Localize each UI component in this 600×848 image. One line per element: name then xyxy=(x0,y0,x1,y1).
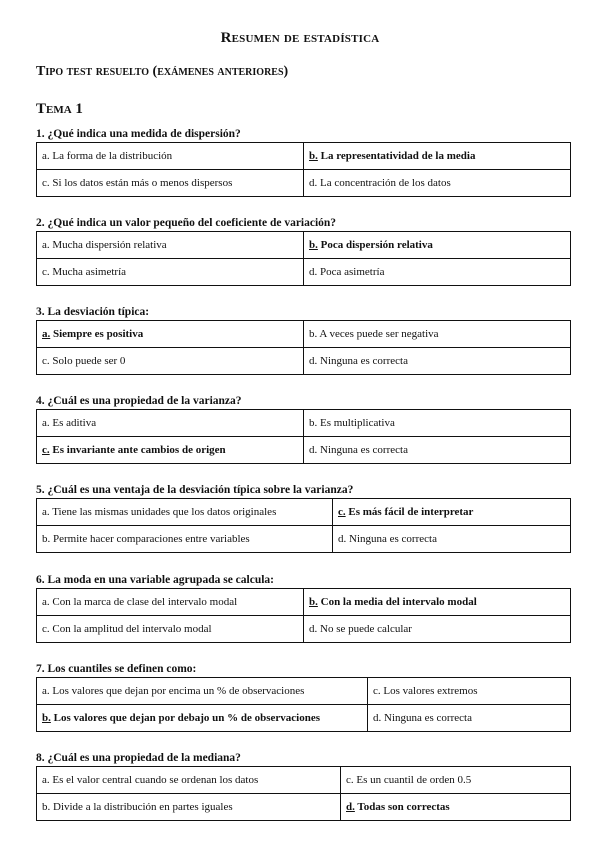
option-letter: a. xyxy=(42,506,50,518)
document-subtitle: Tipo test resuelto (exámenes anteriores) xyxy=(36,64,289,79)
options-table xyxy=(36,320,571,375)
option-c-correct[interactable] xyxy=(37,437,304,464)
option-letter: c. xyxy=(42,444,50,456)
option-text: Con la amplitud del intervalo modal xyxy=(49,623,212,635)
option-text: Es multiplicativa xyxy=(317,417,395,429)
option-letter: a. xyxy=(42,150,50,162)
option-text: La representatividad de la media xyxy=(317,150,476,162)
option-b-correct[interactable] xyxy=(304,589,571,616)
option-letter: d. xyxy=(338,533,347,545)
option-text: Ninguna es correcta xyxy=(317,355,408,367)
options-table xyxy=(36,766,571,821)
options-table xyxy=(36,231,571,286)
option-c[interactable] xyxy=(37,259,304,286)
option-text: Divide a la distribución en partes iguales xyxy=(50,801,233,813)
option-letter: a. xyxy=(42,774,50,786)
question-3 xyxy=(36,304,570,375)
option-text: Todas son correctas xyxy=(354,801,450,813)
option-d[interactable] xyxy=(333,526,571,553)
option-d[interactable] xyxy=(304,170,571,197)
option-letter: a. xyxy=(42,417,50,429)
option-letter: d. xyxy=(309,623,318,635)
option-letter: a. xyxy=(42,239,50,251)
question-text: 2. ¿Qué indica un valor pequeño del coeficiente de variación? xyxy=(36,217,337,229)
option-text: Permite hacer comparaciones entre variables xyxy=(50,533,250,545)
question-text: 7. Los cuantiles se definen como: xyxy=(36,663,197,675)
option-letter: a. xyxy=(42,685,50,697)
option-b[interactable] xyxy=(37,794,341,821)
option-text: Ninguna es correcta xyxy=(381,712,472,724)
option-b[interactable] xyxy=(37,526,333,553)
option-letter: d. xyxy=(309,266,318,278)
options-table xyxy=(36,677,571,732)
option-text: Es un cuantil de orden 0.5 xyxy=(353,774,472,786)
options-table xyxy=(36,142,571,197)
question-2 xyxy=(36,215,570,286)
option-letter: c. xyxy=(346,774,354,786)
option-letter: d. xyxy=(373,712,382,724)
option-c[interactable] xyxy=(368,678,571,705)
option-text: Con la media del intervalo modal xyxy=(317,596,477,608)
option-text: Siempre es positiva xyxy=(50,328,144,340)
option-b[interactable] xyxy=(304,410,571,437)
option-a[interactable] xyxy=(37,499,333,526)
option-a[interactable] xyxy=(37,589,304,616)
option-text: Solo puede ser 0 xyxy=(49,355,126,367)
question-5 xyxy=(36,482,570,553)
options-table xyxy=(36,409,571,464)
option-a[interactable] xyxy=(37,767,341,794)
option-text: Es el valor central cuando se ordenan los datos xyxy=(49,774,259,786)
option-letter: c. xyxy=(42,623,50,635)
option-d-correct[interactable] xyxy=(341,794,571,821)
option-a[interactable] xyxy=(37,678,368,705)
option-b-correct[interactable] xyxy=(304,232,571,259)
option-c[interactable] xyxy=(37,170,304,197)
option-letter: c. xyxy=(338,506,346,518)
question-6 xyxy=(36,572,570,643)
option-text: Mucha dispersión relativa xyxy=(49,239,167,251)
option-text: Ninguna es correcta xyxy=(346,533,437,545)
option-letter: b. xyxy=(42,801,51,813)
option-text: Los valores que dejan por encima un % de observaciones xyxy=(49,685,305,697)
option-d[interactable] xyxy=(304,259,571,286)
option-c[interactable] xyxy=(37,348,304,375)
option-a[interactable] xyxy=(37,143,304,170)
option-c-correct[interactable] xyxy=(333,499,571,526)
option-text: Mucha asimetría xyxy=(49,266,127,278)
question-text: 3. La desviación típica: xyxy=(36,306,150,318)
question-text: 1. ¿Qué indica una medida de dispersión? xyxy=(36,128,241,140)
option-letter: a. xyxy=(42,328,51,340)
option-text: Poca asimetría xyxy=(317,266,385,278)
option-text: Poca dispersión relativa xyxy=(317,239,433,251)
option-d[interactable] xyxy=(304,437,571,464)
option-text: Ninguna es correcta xyxy=(317,444,408,456)
question-text: 6. La moda en una variable agrupada se calcula: xyxy=(36,574,275,586)
option-c[interactable] xyxy=(37,616,304,643)
option-letter: b. xyxy=(309,239,318,251)
option-letter: c. xyxy=(42,355,50,367)
option-d[interactable] xyxy=(368,705,571,732)
option-text: A veces puede ser negativa xyxy=(317,328,439,340)
options-table xyxy=(36,588,571,643)
option-text: Es más fácil de interpretar xyxy=(345,506,474,518)
option-letter: b. xyxy=(309,417,318,429)
option-letter: b. xyxy=(42,712,51,724)
question-4 xyxy=(36,393,570,464)
option-text: Tiene las mismas unidades que los datos originales xyxy=(49,506,277,518)
option-text: No se puede calcular xyxy=(317,623,412,635)
question-text: 4. ¿Cuál es una propiedad de la varianza? xyxy=(36,395,242,407)
option-text: Con la marca de clase del intervalo modal xyxy=(49,596,238,608)
option-d[interactable] xyxy=(304,348,571,375)
question-1 xyxy=(36,126,570,197)
option-text: Los valores que dejan por debajo un % de observaciones xyxy=(50,712,320,724)
option-text: La forma de la distribución xyxy=(49,150,173,162)
option-letter: b. xyxy=(309,596,318,608)
option-b[interactable] xyxy=(304,321,571,348)
option-text: La concentración de los datos xyxy=(317,177,451,189)
question-8 xyxy=(36,750,570,821)
question-text: 5. ¿Cuál es una ventaja de la desviación típica sobre la varianza? xyxy=(36,484,354,496)
option-b-correct[interactable] xyxy=(37,705,368,732)
option-a-correct[interactable] xyxy=(37,321,304,348)
option-letter: c. xyxy=(373,685,381,697)
option-letter: d. xyxy=(309,177,318,189)
option-letter: a. xyxy=(42,596,50,608)
option-letter: b. xyxy=(42,533,51,545)
option-letter: c. xyxy=(42,177,50,189)
options-table xyxy=(36,498,571,553)
question-text: 8. ¿Cuál es una propiedad de la mediana? xyxy=(36,752,241,764)
option-letter: b. xyxy=(309,328,318,340)
topic-heading: Tema 1 xyxy=(36,101,83,117)
option-text: Es aditiva xyxy=(49,417,97,429)
option-c[interactable] xyxy=(341,767,571,794)
option-letter: d. xyxy=(309,444,318,456)
option-text: Los valores extremos xyxy=(380,685,478,697)
option-letter: c. xyxy=(42,266,50,278)
option-letter: d. xyxy=(346,801,355,813)
option-letter: d. xyxy=(309,355,318,367)
option-b-correct[interactable] xyxy=(304,143,571,170)
option-letter: b. xyxy=(309,150,318,162)
option-text: Es invariante ante cambios de origen xyxy=(49,444,226,456)
option-text: Si los datos están más o menos dispersos xyxy=(49,177,233,189)
option-a[interactable] xyxy=(37,410,304,437)
document-title: Resumen de estadística xyxy=(220,30,380,46)
option-d[interactable] xyxy=(304,616,571,643)
option-a[interactable] xyxy=(37,232,304,259)
question-7 xyxy=(36,661,570,732)
